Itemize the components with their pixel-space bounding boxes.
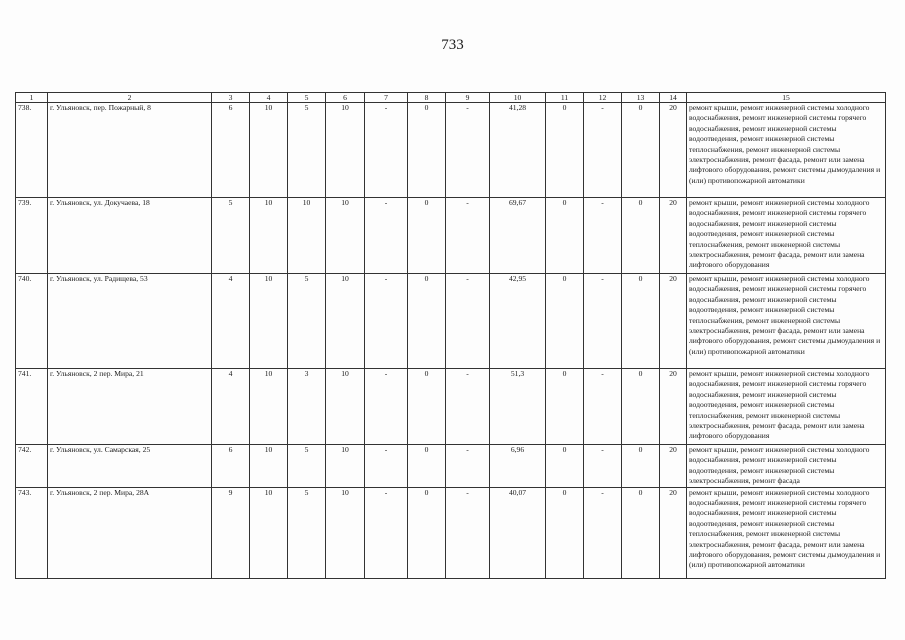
row-cell: - <box>365 103 408 198</box>
row-cell: 5 <box>212 198 250 274</box>
row-cell: 10 <box>250 274 288 369</box>
column-header: 11 <box>546 93 584 103</box>
repair-registry-table <box>15 92 886 579</box>
row-cell: 5 <box>288 103 326 198</box>
row-cell: - <box>365 487 408 578</box>
row-cell: 0 <box>408 274 446 369</box>
row-number: 738. <box>16 103 48 198</box>
row-address: г. Ульяновск, ул. Радищева, 53 <box>48 274 212 369</box>
row-works: ремонт крыши, ремонт инженерной системы холодного водоснабжения, ремонт инженерной системы горячего водоснабжения, ремонт инженерной системы водоотведения, ремонт инженерной системы теплоснабжения, ремонт инженерной системы электроснабжения, ремонт фасада, ремонт или замена лифтового оборудования, ремонт системы дымоудаления и (или) противопожарной автоматики <box>687 274 886 369</box>
row-address: г. Ульяновск, ул. Самарская, 25 <box>48 445 212 488</box>
row-cell: 3 <box>288 369 326 445</box>
row-cell: - <box>365 445 408 488</box>
column-header: 2 <box>48 93 212 103</box>
row-cell: - <box>365 198 408 274</box>
row-address: г. Ульяновск, 2 пер. Мира, 28А <box>48 487 212 578</box>
row-works: ремонт крыши, ремонт инженерной системы холодного водоснабжения, ремонт инженерной системы горячего водоснабжения, ремонт инженерной системы водоотведения, ремонт инженерной системы теплоснабжения, ремонт инженерной системы электроснабжения, ремонт фасада, ремонт или замена лифтового оборудования, ремонт системы дымоудаления и (или) противопожарной автоматики <box>687 103 886 198</box>
row-cell: 20 <box>660 445 687 488</box>
row-number: 740. <box>16 274 48 369</box>
row-cell: - <box>446 198 490 274</box>
table-row <box>16 198 886 274</box>
row-cell: 20 <box>660 103 687 198</box>
row-cell: 40,07 <box>490 487 546 578</box>
row-cell: 0 <box>408 369 446 445</box>
row-number: 742. <box>16 445 48 488</box>
row-cell: 6 <box>212 445 250 488</box>
row-cell: 69,67 <box>490 198 546 274</box>
row-cell: 10 <box>326 274 365 369</box>
row-cell: 0 <box>622 198 660 274</box>
row-cell: - <box>365 369 408 445</box>
table-row <box>16 369 886 445</box>
column-header: 10 <box>490 93 546 103</box>
column-header: 1 <box>16 93 48 103</box>
row-cell: 10 <box>250 445 288 488</box>
row-cell: 0 <box>546 274 584 369</box>
row-cell: 5 <box>288 445 326 488</box>
row-cell: 10 <box>250 198 288 274</box>
row-cell: - <box>446 274 490 369</box>
row-works: ремонт крыши, ремонт инженерной системы холодного водоснабжения, ремонт инженерной системы водоотведения, ремонт инженерной системы электроснабжения, ремонт фасада <box>687 445 886 488</box>
row-works: ремонт крыши, ремонт инженерной системы холодного водоснабжения, ремонт инженерной системы горячего водоснабжения, ремонт инженерной системы водоотведения, ремонт инженерной системы теплоснабжения, ремонт инженерной системы электроснабжения, ремонт фасада, ремонт или замена лифтового оборудования <box>687 369 886 445</box>
column-header: 6 <box>326 93 365 103</box>
row-cell: 0 <box>546 198 584 274</box>
row-cell: 10 <box>250 487 288 578</box>
row-cell: 6 <box>212 103 250 198</box>
row-cell: - <box>584 445 622 488</box>
row-cell: - <box>446 487 490 578</box>
row-number: 739. <box>16 198 48 274</box>
row-cell: 10 <box>326 487 365 578</box>
row-cell: 10 <box>326 445 365 488</box>
row-cell: - <box>584 198 622 274</box>
row-cell: 0 <box>408 487 446 578</box>
row-cell: 41,28 <box>490 103 546 198</box>
row-cell: 0 <box>408 445 446 488</box>
row-works: ремонт крыши, ремонт инженерной системы холодного водоснабжения, ремонт инженерной системы горячего водоснабжения, ремонт инженерной системы водоотведения, ремонт инженерной системы теплоснабжения, ремонт инженерной системы электроснабжения, ремонт фасада, ремонт или замена лифтового оборудования <box>687 198 886 274</box>
row-cell: 10 <box>326 103 365 198</box>
row-cell: 20 <box>660 487 687 578</box>
table-row <box>16 274 886 369</box>
row-cell: 0 <box>622 274 660 369</box>
row-cell: 9 <box>212 487 250 578</box>
row-cell: 0 <box>546 487 584 578</box>
row-cell: - <box>584 103 622 198</box>
column-header: 13 <box>622 93 660 103</box>
row-cell: - <box>365 274 408 369</box>
row-cell: - <box>446 445 490 488</box>
row-cell: 4 <box>212 274 250 369</box>
row-cell: 0 <box>622 445 660 488</box>
row-cell: 10 <box>326 369 365 445</box>
row-cell: 0 <box>622 487 660 578</box>
row-cell: 4 <box>212 369 250 445</box>
row-address: г. Ульяновск, 2 пер. Мира, 21 <box>48 369 212 445</box>
column-header: 3 <box>212 93 250 103</box>
table-row <box>16 103 886 198</box>
row-cell: 20 <box>660 198 687 274</box>
row-cell: 20 <box>660 274 687 369</box>
table-body <box>16 103 886 579</box>
table-header <box>16 93 886 103</box>
row-cell: 10 <box>326 198 365 274</box>
row-cell: 0 <box>408 198 446 274</box>
column-header: 15 <box>687 93 886 103</box>
row-cell: - <box>446 369 490 445</box>
column-header: 5 <box>288 93 326 103</box>
column-header: 14 <box>660 93 687 103</box>
row-cell: - <box>584 369 622 445</box>
row-cell: 10 <box>250 369 288 445</box>
row-cell: 0 <box>622 369 660 445</box>
row-cell: 0 <box>408 103 446 198</box>
column-header: 9 <box>446 93 490 103</box>
row-cell: 5 <box>288 274 326 369</box>
row-number: 741. <box>16 369 48 445</box>
row-cell: 0 <box>546 103 584 198</box>
column-header: 8 <box>408 93 446 103</box>
row-cell: 10 <box>288 198 326 274</box>
page-number: 733 <box>441 37 464 53</box>
row-cell: - <box>446 103 490 198</box>
row-cell: 0 <box>622 103 660 198</box>
row-cell: - <box>584 487 622 578</box>
row-cell: 0 <box>546 369 584 445</box>
row-cell: 0 <box>546 445 584 488</box>
row-address: г. Ульяновск, ул. Докучаева, 18 <box>48 198 212 274</box>
column-header: 12 <box>584 93 622 103</box>
row-cell: 10 <box>250 103 288 198</box>
row-cell: - <box>584 274 622 369</box>
header-row <box>16 93 886 103</box>
row-cell: 51,3 <box>490 369 546 445</box>
row-cell: 5 <box>288 487 326 578</box>
table-row <box>16 487 886 578</box>
row-cell: 6,96 <box>490 445 546 488</box>
row-number: 743. <box>16 487 48 578</box>
table-row <box>16 445 886 488</box>
column-header: 7 <box>365 93 408 103</box>
column-header: 4 <box>250 93 288 103</box>
row-works: ремонт крыши, ремонт инженерной системы холодного водоснабжения, ремонт инженерной системы горячего водоснабжения, ремонт инженерной системы водоотведения, ремонт инженерной системы теплоснабжения, ремонт инженерной системы электроснабжения, ремонт фасада, ремонт или замена лифтового оборудования, ремонт системы дымоудаления и (или) противопожарной автоматики <box>687 487 886 578</box>
row-address: г. Ульяновск, пер. Пожарный, 8 <box>48 103 212 198</box>
row-cell: 42,95 <box>490 274 546 369</box>
row-cell: 20 <box>660 369 687 445</box>
